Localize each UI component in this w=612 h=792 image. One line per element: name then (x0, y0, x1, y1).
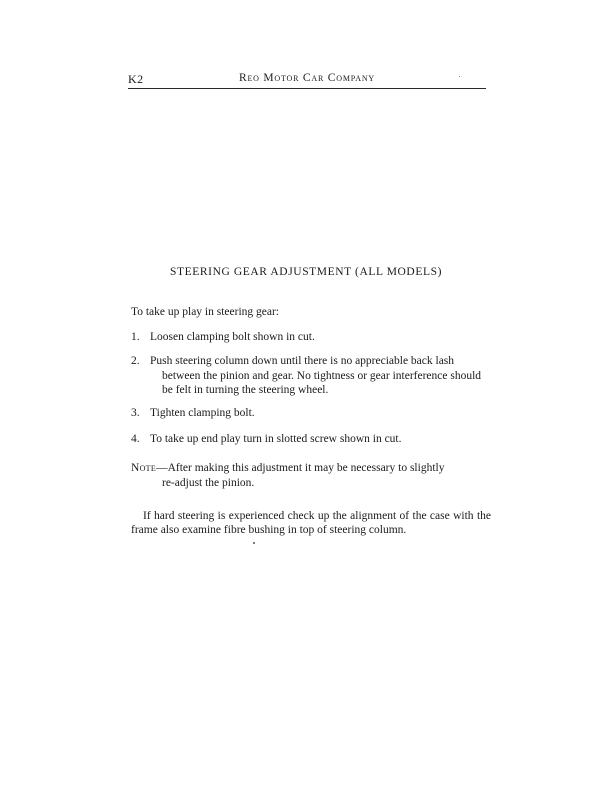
step-number: 1. (131, 331, 140, 343)
step-number: 2. (131, 355, 140, 367)
step-2 (131, 354, 491, 398)
running-head: Reo Motor Car Company (238, 72, 375, 84)
section-title: STEERING GEAR ADJUSTMENT (ALL MODELS) (170, 266, 442, 278)
note-line-1: —After making this adjustment it may be necessary to slightly (156, 462, 445, 474)
intro-text: To take up play in steering gear: (131, 306, 280, 318)
closing-paragraph: If hard steering is experienced check up the alignment of the case with the frame also examine fibre bushing in top of steering column. (131, 509, 491, 537)
step-1 (131, 330, 491, 345)
step-text: Tighten clamping bolt. (150, 407, 255, 419)
page-number: K2 (128, 72, 144, 86)
note-line-2: re-adjust the pinion. (162, 476, 255, 489)
note-first-line (131, 462, 444, 474)
note-label: Note (131, 462, 157, 474)
step-text: Push steering column down until there is no appreciable back lash between the pinion and gear. No tightness or gear interference should be felt in turning the steering wheel. (150, 355, 482, 397)
note (131, 461, 491, 490)
ink-speck (459, 76, 460, 77)
step-4 (131, 432, 491, 447)
ink-speck (253, 542, 255, 544)
step-text: To take up end play turn in slotted screw shown in cut. (150, 433, 402, 445)
step-3 (131, 406, 491, 421)
step-number: 4. (131, 433, 140, 445)
step-text: Loosen clamping bolt shown in cut. (150, 331, 315, 343)
step-number: 3. (131, 407, 140, 419)
page-header (128, 72, 486, 89)
